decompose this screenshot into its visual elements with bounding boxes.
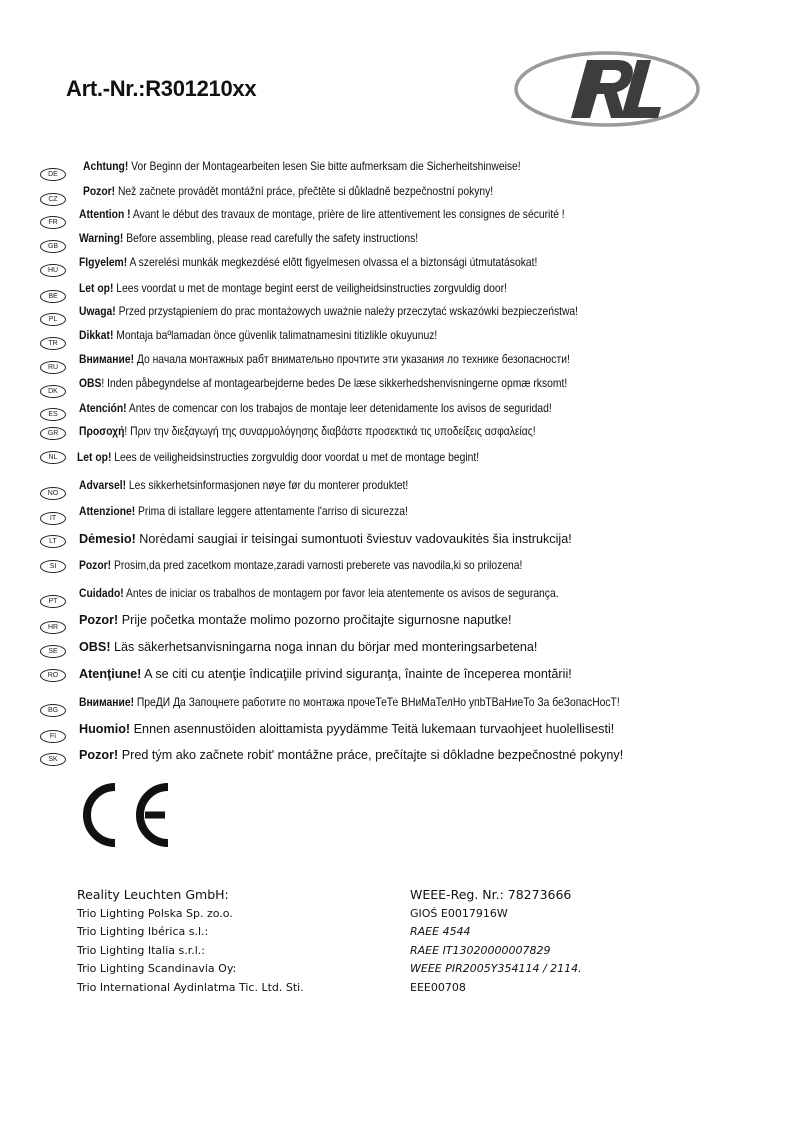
warning-text: Ennen asennustöiden aloittamista pyydämme Teitä lukemaan turvaohjeet huolellisesti! [130,720,615,736]
warning-title: Pozor! [79,746,119,762]
company-name: Trio Lighting Italia s.r.l.: [77,943,206,957]
warning-text: ПреДИ Да Запоцнете работите по монтажа прочеТеТе ВНиМаТелНо упbТВаНиеТо За беЗопасНосТ! [134,695,620,709]
language-badge: TR [40,337,66,350]
warning-text: Lees de veiligheidsinstructies zorgvuldig door voordat u met de montage begint! [111,450,480,464]
warning-text: Montaja baºlamadan önce güvenlik talimatnamesini titizlikle okuyunuz! [113,328,438,342]
language-badge: DK [40,385,66,398]
warning-title: Attention ! [79,207,131,221]
warning-text: A se citi cu atenţie îndicaţiile privind siguranţa, înainte de începerea montării! [141,665,572,681]
language-badge: BE [40,290,66,303]
warning-title: Cuidado! [79,586,124,600]
company-name: Trio Lighting Polska Sp. zo.o. [77,906,233,920]
company-list [77,886,304,997]
warning-title: Let op! [79,281,114,295]
language-badge: IT [40,512,66,525]
company-name: Trio Lighting Ibérica s.l.: [77,925,209,938]
warning-text: ! Πριν την διεξαγωγή της συναρμολόγησης διαβάστε προσεκτικά τις υποδείξεις ασφαλείας! [124,424,536,438]
language-badge: DE [40,168,66,181]
warning-text: Antes de iniciar os trabalhos de montagem por favor leia atentemente os avisos de segurança. [123,586,559,600]
registration-number: WEEE PIR2005Y354114 / 2114. [410,962,582,975]
language-badge: GR [40,427,66,440]
warning-title: Huomio! [79,720,131,736]
warning-text: Prima di istallare leggere attentamente l'arriso di sicurezza! [135,504,408,518]
language-badge: SI [40,560,66,573]
warning-text: Przed przystąpieniem do prac montażowych uważnie należy przeczytać wskazówki bezpieczeństwa! [115,304,579,318]
warning-title: Pozor! [83,184,116,198]
warning-title: Dėmesio! [79,530,136,546]
language-badge: PL [40,313,66,326]
warning-text: Avant le début des travaux de montage, prière de lire attentivement les consignes de sécurité ! [130,207,565,221]
company-name: Trio International Aydinlatma Tic. Ltd. Sti. [77,980,304,994]
language-badge: SK [40,753,66,766]
warning-text: A szerelési munkák megkezdésé elõtt figyelmesen olvassa el a biztonsági útmutatásokat! [127,255,538,269]
warning-text: Než začnete provádět montážní práce, přečtěte si důkladně bezpečnostní pokyny! [115,184,494,198]
warning-title: OBS! [79,638,111,654]
warning-text: ! Inden påbegyndelse af montagearbejderne bedes De læse sikkerhedshenvisningerne opmæ rksomt! [101,376,568,390]
warning-title: FIgyelem! [79,255,128,269]
ce-mark-icon [75,782,171,848]
warning-text: Lees voordat u met de montage begint eerst de veiligheidsinstructies zorgvuldig door! [113,281,507,295]
company-name: Trio Lighting Scandinavia Oy: [77,962,237,975]
warning-title: Внимание! [79,352,135,366]
warning-title: Bнимание! [79,695,135,709]
registration-number: GIOŚ E0017916W [410,906,508,920]
warning-title: Pozor! [79,611,119,627]
rl-logo-icon [513,50,701,128]
warning-title: Advarsel! [79,478,127,492]
warning-text: Läs säkerhetsanvisningarna noga innan du börjar med monteringsarbetena! [110,638,538,654]
registration-number: RAEE 4544 [410,925,471,938]
warning-title: Achtung! [83,159,129,173]
warning-title: Warning! [79,231,124,245]
language-badge: NL [40,451,66,464]
registration-list [410,886,582,997]
language-badge: FR [40,216,66,229]
registration-number: WEEE-Reg. Nr.: 78273666 [410,887,572,902]
warning-title: OBS [79,376,102,390]
article-number: Art.-Nr.:R301210xx [66,76,257,101]
language-badge: PT [40,595,66,608]
warning-text: Prosim,da pred zacetkom montaze,zaradi varnosti preberete vas navodila,ki so prilozena! [111,558,523,572]
warning-title: Dikkat! [79,328,114,342]
warning-text: До начала монтажных рабт внимательно прочтите эти указания ло технике безопасности! [134,352,570,366]
language-badge: SE [40,645,66,658]
warning-title: Let op! [77,450,112,464]
warning-text: Prije početka montaže molimo pozorno pročitajte sigurnosne naputke! [118,611,512,627]
warning-text: Vor Beginn der Montagearbeiten lesen Sie bitte aufmerksam die Sicherheitshinweise! [128,159,521,173]
language-badge: HU [40,264,66,277]
registration-number: RAEE IT13020000007829 [410,943,551,957]
language-badge: RO [40,669,66,682]
warning-text: Norėdami saugiai ir teisingai sumontuoti šviestuv vadovaukitės šia instrukcija! [135,530,572,546]
language-badge: LT [40,535,66,548]
company-name: Reality Leuchten GmbH: [77,887,229,902]
language-badge: CZ [40,193,66,206]
language-badge: NO [40,487,66,500]
language-badge: GB [40,240,66,253]
warning-title: Pozor! [79,558,112,572]
warning-title: Atenţiune! [79,665,142,681]
warning-title: Προσοχή [79,424,125,438]
language-badge: HR [40,621,66,634]
language-badge: RU [40,361,66,374]
warning-title: Attenzione! [79,504,136,518]
warning-text: Pred tým ako začnete robit' montážne práce, prečítajte si dôkladne bezpečnostné pokyny! [118,746,624,762]
warning-text: Antes de comencar con los trabajos de montaje leer detenidamente los avisos de seguridad! [126,401,552,415]
warning-text: Les sikkerhetsinformasjonen nøye før du monterer produktet! [126,478,409,492]
warning-title: Atención! [79,401,127,415]
language-badge: BG [40,704,66,717]
warning-text: Before assembling, please read carefully the safety instructions! [123,231,419,245]
language-badge: ES [40,408,66,421]
registration-number: EEE00708 [410,980,466,994]
warning-title: Uwaga! [79,304,116,318]
language-badge: FI [40,730,66,743]
